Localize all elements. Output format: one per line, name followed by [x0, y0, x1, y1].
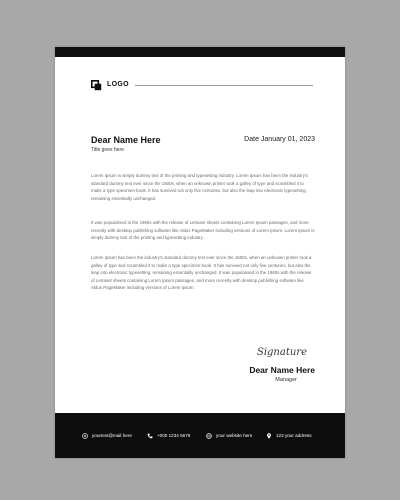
logo-text: LOGO — [107, 81, 129, 88]
recipient-name: Dear Name Here — [91, 135, 161, 145]
header-rule — [135, 85, 313, 86]
signatory-name: Dear Name Here — [249, 365, 315, 375]
footer-website — [206, 413, 252, 458]
footer-website-text: your website here — [216, 433, 253, 438]
letterhead-page — [55, 47, 345, 458]
top-band — [55, 47, 345, 57]
signatory-role: Manager — [275, 377, 297, 383]
phone-icon — [147, 433, 153, 439]
body-paragraph: Lorem Ipsum has been the industry's standard dummy text ever since the 1500s, when an unknown printer took a galley of type and scrambled it to make a type specimen book. It has survived not only five centuries, but also the leap into electronic typesetting, remaining essentially unchanged. It was popularised in the 1960s with the release of Letraset sheets containing Lorem Ipsum passages, and more recently with desktop publishing software like Aldus PageMaker including versions of Lorem Ipsum. — [91, 255, 312, 291]
recipient-title: Title goes here — [91, 147, 124, 153]
footer-email — [82, 413, 132, 458]
footer-phone — [147, 413, 190, 458]
globe-icon — [206, 433, 212, 439]
square-logo-icon — [91, 80, 102, 91]
signature-script: Signature — [256, 347, 307, 358]
footer-phone-text: +000 1234 5678 — [157, 433, 191, 438]
footer-address — [266, 413, 312, 458]
letter-date: Date January 01, 2023 — [244, 136, 315, 143]
contact-footer — [55, 413, 345, 458]
footer-address-text: 123 your address — [276, 433, 312, 438]
body-paragraph: Lorem Ipsum is simply dummy text of the printing and typesetting industry. Lorem Ipsum has been the industry's standard dummy text ever since the 1500s, when an unknown printer took a galley of type and scrambled it to make a type specimen book. It has survived not only five centuries, but also the leap into electronic typesetting, remaining essentially unchanged. — [91, 173, 308, 201]
body-paragraph: It was popularised in the 1960s with the release of Letraset sheets containing Lorem Ipsum passages, and more recently with desktop publishing software like Aldus PageMaker including versions of Lorem Ipsum. Lorem Ipsum is simply dummy text of the printing and typesetting industry. — [91, 220, 315, 241]
footer-email-text: yourtext@mail here — [92, 433, 132, 438]
email-icon — [82, 433, 88, 439]
location-pin-icon — [266, 433, 272, 439]
